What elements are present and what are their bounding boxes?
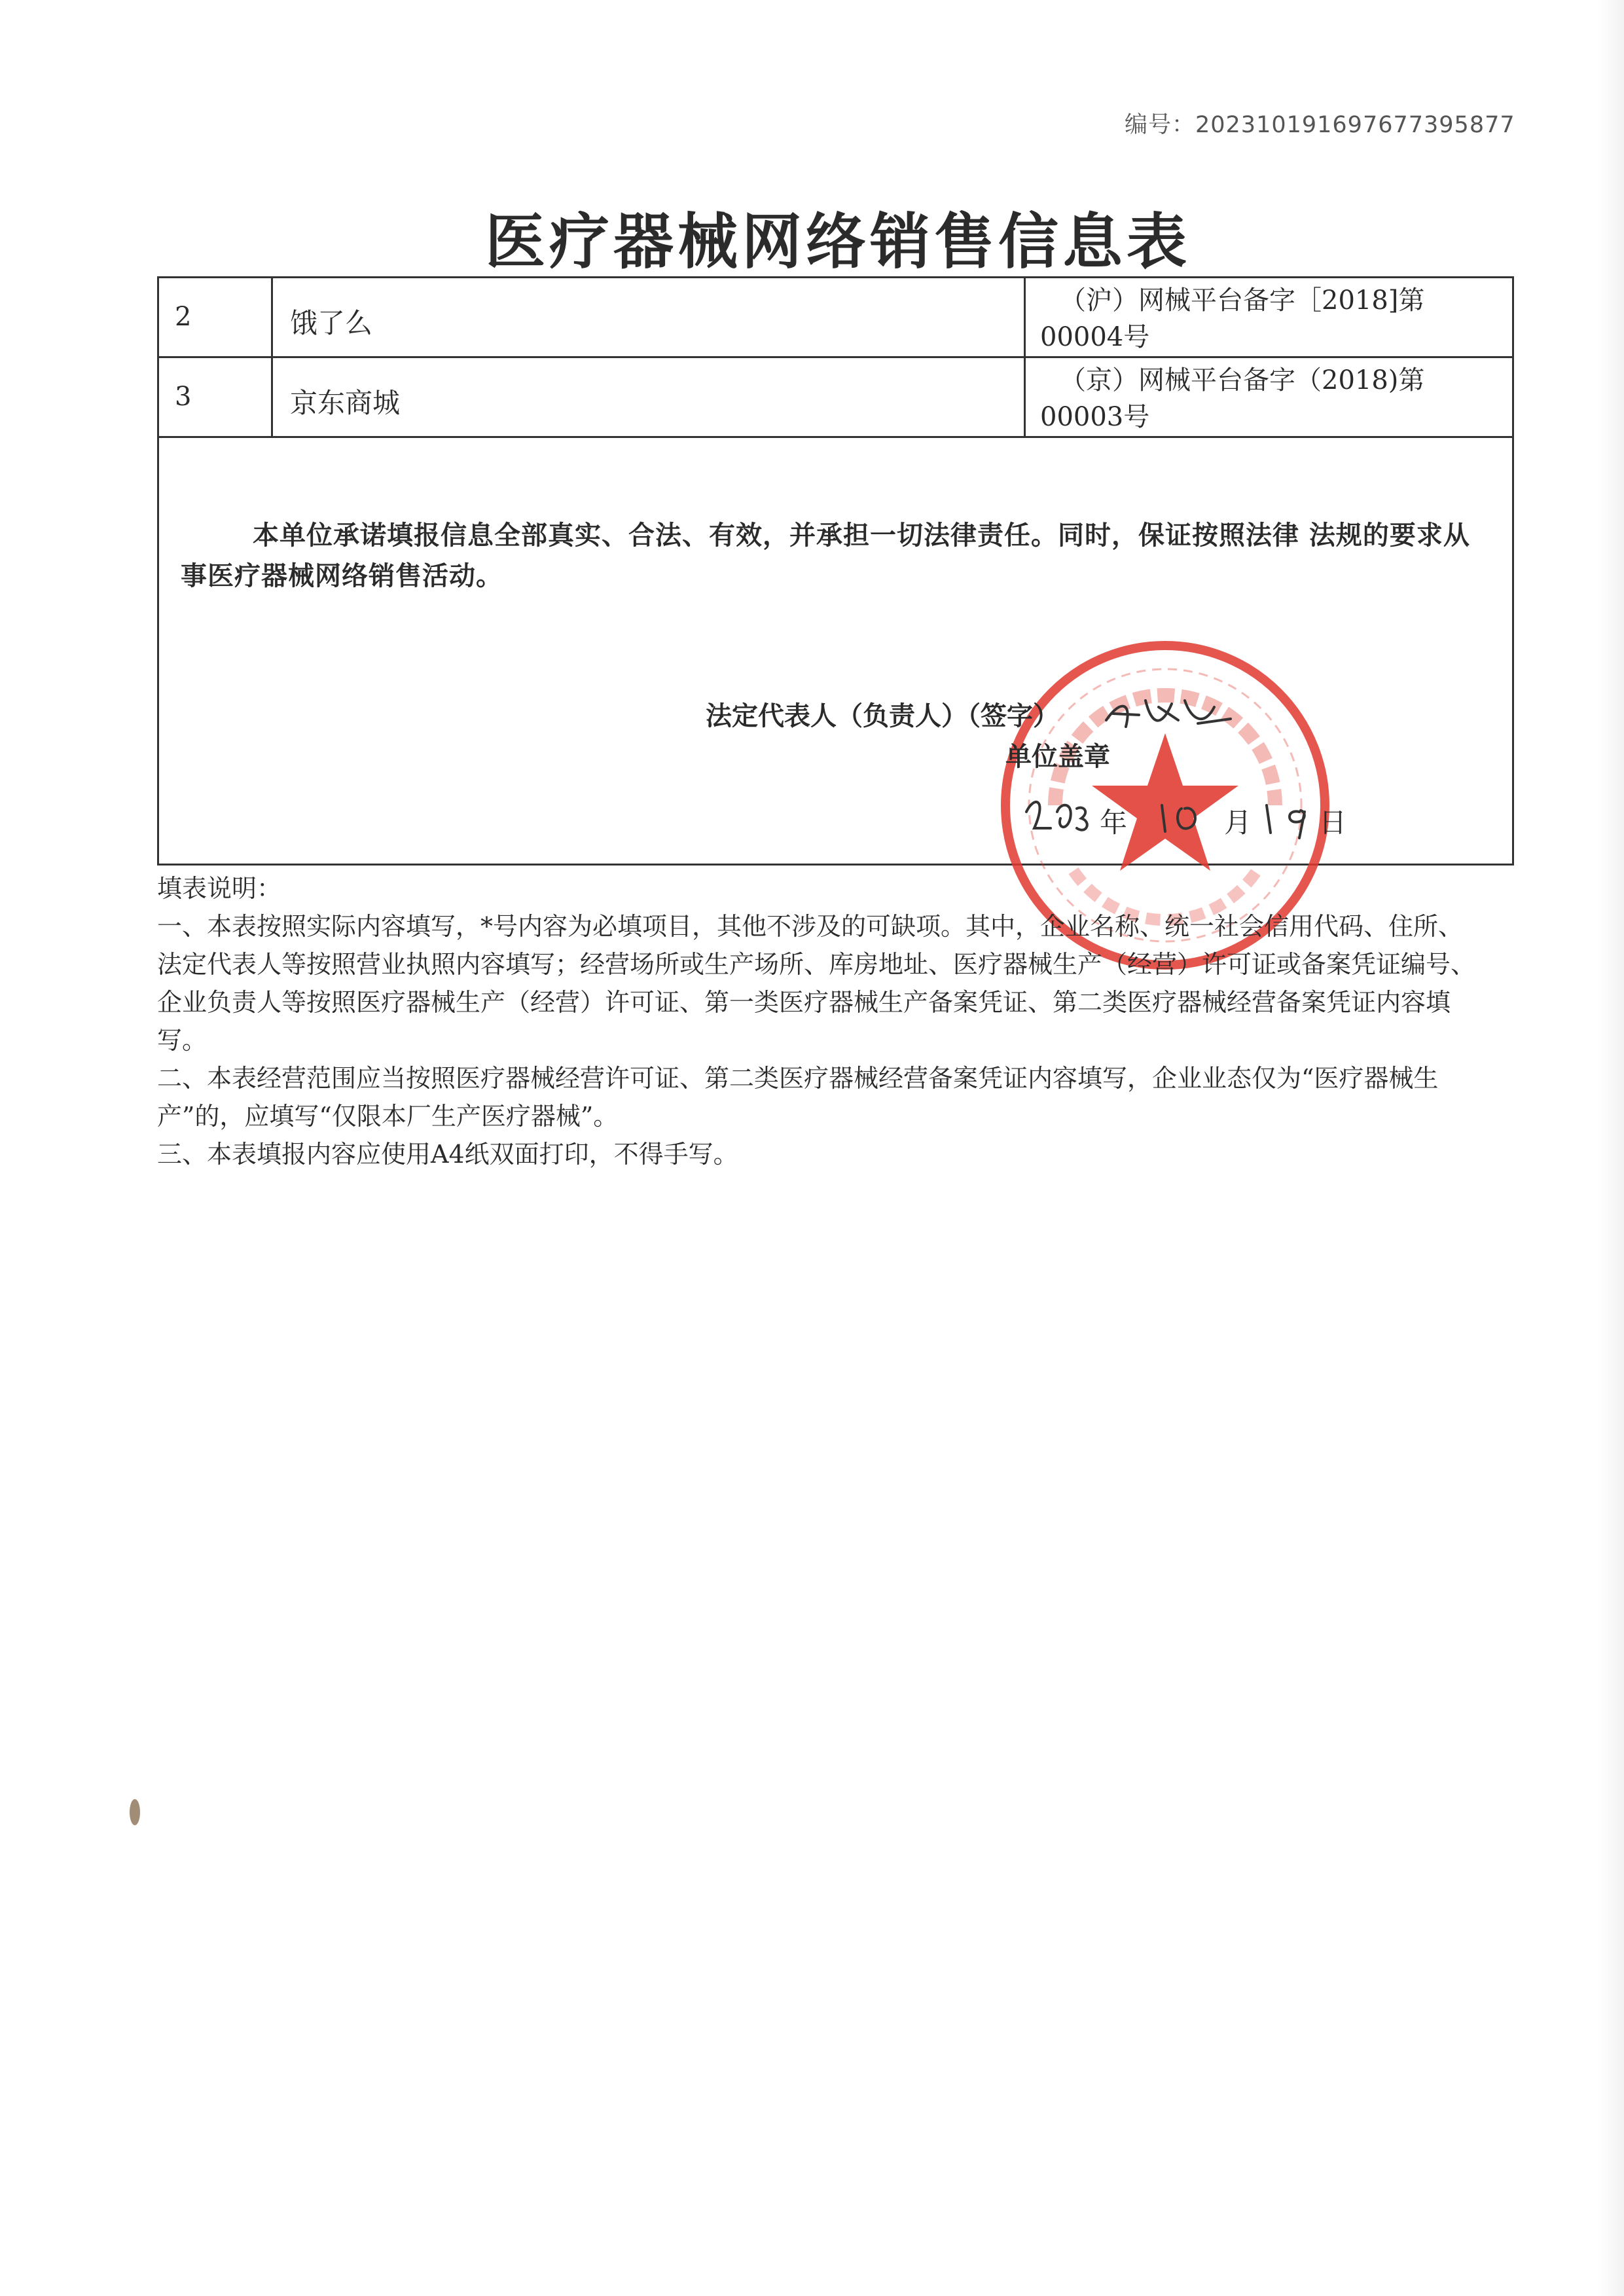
legal-representative-label: 法定代表人（负责人）（签字） (706, 701, 1059, 731)
table-row (159, 278, 1512, 358)
platform-name: 京东商城 (290, 387, 401, 419)
row-number: 2 (175, 302, 192, 332)
column-divider (1024, 278, 1026, 356)
document-number: 编号：20231019169767739587​7 (1125, 112, 1515, 138)
notes-item: 一、本表按照实际内容填写，*号内容为必填项目，其他不涉及的可缺项。其中，企业名称、统一社会信用代码、住所、法定代表人等按照营业执照内容填写；经营场所或生产场所、库房地址、医疗器械生产（经营）许可证或备案凭证编号、企业负责人等按照医疗器械生产（经营）许可证、第一类医疗器械生产备案凭证、第二类医疗器械经营备案凭证内容填写。 (157, 912, 1476, 1055)
column-divider (271, 278, 273, 356)
scan-blemish (130, 1799, 140, 1825)
date-month-label: 月 (1224, 807, 1252, 839)
filling-instructions (157, 869, 1486, 1173)
signature-icon (1100, 687, 1244, 740)
unit-seal-label: 单位盖章 (1005, 741, 1110, 772)
signature-date (1021, 792, 1362, 845)
row-number: 3 (175, 382, 192, 412)
date-day-label: 日 (1319, 807, 1347, 839)
platform-name: 饿了么 (290, 307, 373, 339)
handwritten-year-icon (1021, 792, 1093, 845)
platform-filing-number: （沪）网械平台备字［2018]第00004号 (1040, 285, 1425, 352)
platform-filing-number: （京）网械平台备字（2018)第00003号 (1040, 365, 1425, 432)
notes-item: 三、本表填报内容应使用A4纸双面打印，不得手写。 (157, 1140, 738, 1169)
scan-edge-shadow (1598, 0, 1624, 2296)
handwritten-month-icon (1155, 792, 1214, 845)
date-year-label: 年 (1100, 807, 1128, 839)
table-row (159, 358, 1512, 438)
column-divider (271, 358, 273, 436)
column-divider (1024, 358, 1026, 436)
pledge-statement: 本单位承诺填报信息全部真实、合法、有效，并承担一切法律责任。同时，保证按照法律 法规的要求从事医疗器械网络销售活动。 (181, 520, 1470, 591)
notes-item: 二、本表经营范围应当按照医疗器械经营许可证、第二类医疗器械经营备案凭证内容填写，企业业态仅为“医疗器械生产”的，应填写“仅限本厂生产医疗器械”。 (157, 1064, 1439, 1131)
page-title: 医疗器械网络销售信息表 (484, 207, 1191, 277)
notes-heading: 填表说明： (157, 874, 282, 903)
